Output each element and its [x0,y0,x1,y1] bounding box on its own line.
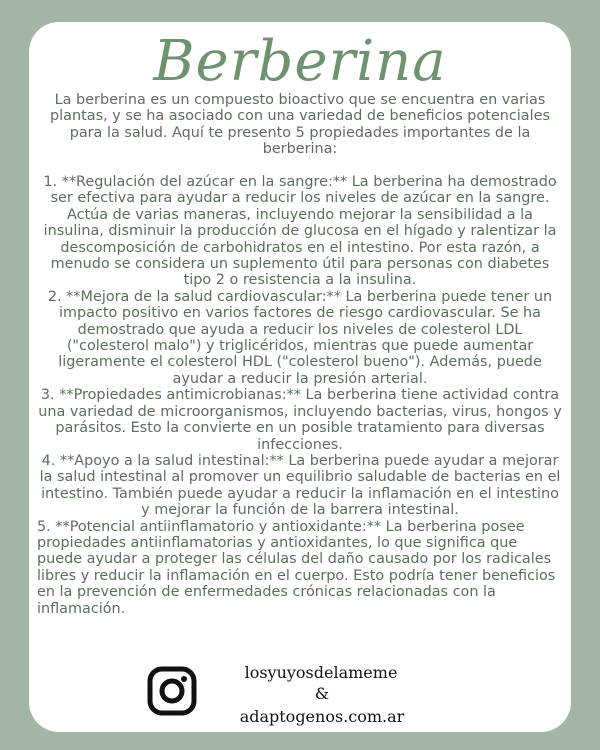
article-body [37,92,563,617]
list-item-4: 4. **Apoyo a la salud intestinal:** La berberina puede ayudar a mejorar la salud intestinal al promover un equilibrio saludable de bacterias en el intestino. También puede ayudar a reducir la inflamación en el intestino y mejorar la función de la barrera intestinal. [39,452,561,519]
page-title: Berberina [153,29,447,94]
ampersand: & [314,684,330,703]
footer-credits [29,660,571,730]
instagram-handle: losyuyosdelameme [244,663,398,682]
content-card [29,22,571,732]
list-item-1: 1. **Regulación del azúcar en la sangre:** La berberina ha demostrado ser efectiva para ayudar a reducir los niveles de azúcar en la sangre. Actúa de varias maneras, incluyendo mejorar la sensibilidad a la insulina, disminuir la producción de glucosa en el hígado y ralentizar la descomposición de carbohidratos en el intestino. Por esta razón, a menudo se considera un suplemento útil para personas con diabetes tipo 2 o resistencia a la insulina. [43,174,557,289]
list-item-3: 3. **Propiedades antimicrobianas:** La berberina tiene actividad contra una variedad de microorganismos, incluyendo bacterias, virus, hongos y parásitos. Esto la convierte en un posible tratamiento para diversas infecciones. [38,387,562,453]
intro-paragraph: La berberina es un compuesto bioactivo que se encuentra en varias plantas, y se ha asociado con una variedad de beneficios potenciales para la salud. Aquí te presento 5 propiedades importantes de la berberina: [50,92,550,158]
list-item-2: 2. **Mejora de la salud cardiovascular:** La berberina puede tener un impacto positivo en varios factores de riesgo cardiovascular. Se ha demostrado que ayuda a reducir los niveles de colesterol LDL ("colesterol malo") y triglicéridos, mientras que puede aumentar ligeramente el colesterol HDL ("colesterol bueno"). Además, puede ayudar a reducir la presión arterial. [47,288,553,387]
list-item-5: 5. **Potencial antiinflamatorio y antioxidante:** La berberina posee propiedades antiinflamatorias y antioxidantes, lo que significa que puede ayudar a proteger las células del daño causado por los radicales libres y reducir la inflamación en el cuerpo. Esto podría tener beneficios en la prevención de enfermedades crónicas relacionadas con la inflamación. [37,518,556,617]
website-handle: adaptogenos.com.ar [239,707,405,726]
